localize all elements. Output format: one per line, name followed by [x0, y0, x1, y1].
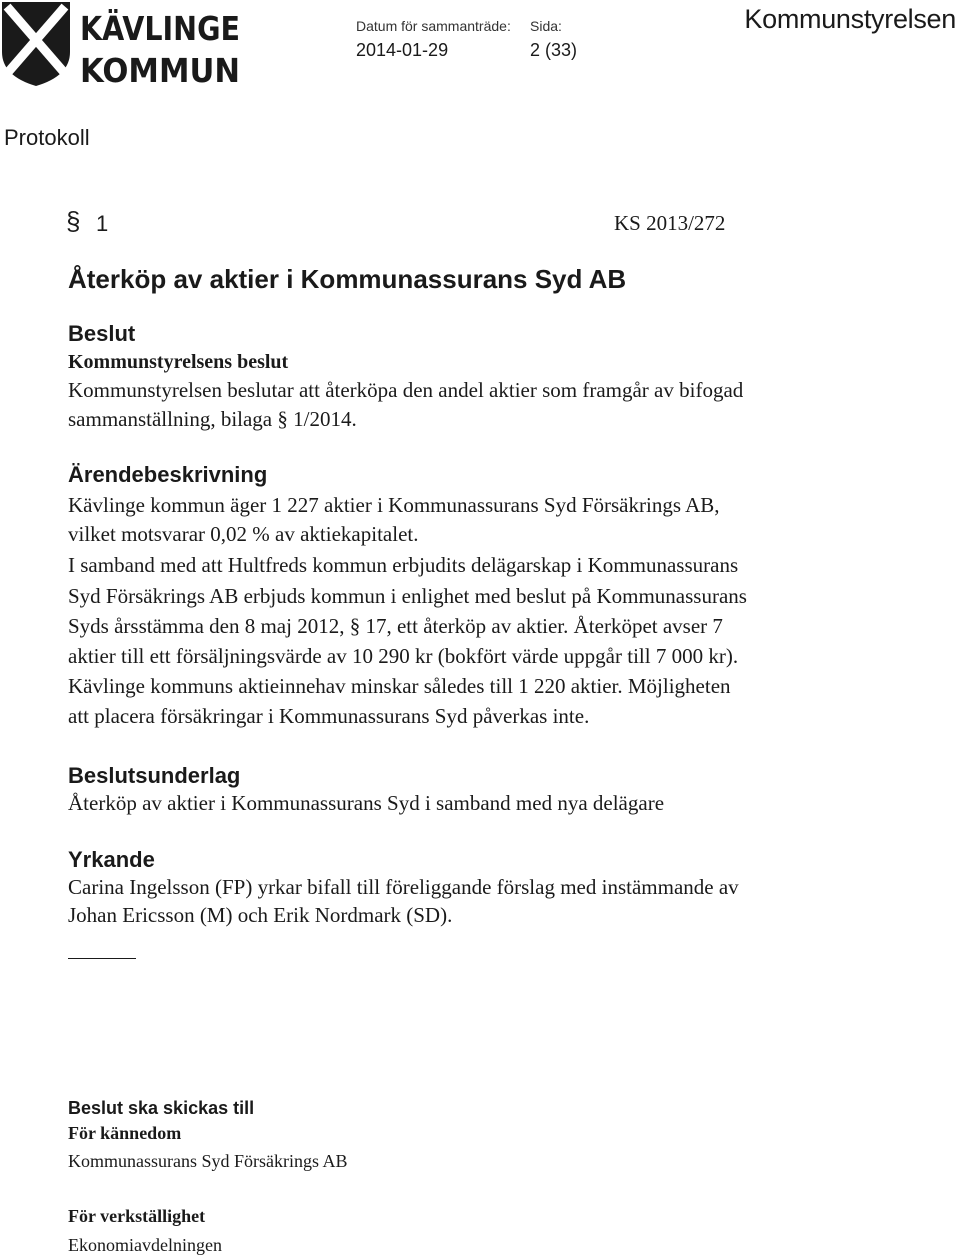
meeting-date: 2014-01-29	[356, 40, 449, 60]
logo-line-1: KÄVLINGE	[80, 9, 265, 48]
meeting-date-label: Datum för sammanträde:	[356, 18, 511, 34]
yrkande-heading: Yrkande	[68, 847, 155, 872]
section-divider	[68, 958, 136, 959]
organization-name: Kommunstyrelsen	[744, 4, 956, 34]
page-title: Återköp av aktier i Kommunassurans Syd AB	[68, 264, 627, 294]
arendebeskrivning-line: I samband med att Hultfreds kommun erbjudits delägarskap i Kommunassurans	[68, 553, 739, 577]
arendebeskrivning-line: aktier till ett försäljningsvärde av 10 290 kr (bokfört värde uppgår till 7 000 kr).	[68, 644, 739, 668]
document-type: Protokoll	[4, 125, 90, 150]
page-label: Sida:	[530, 18, 562, 34]
saltire-shield-icon	[0, 0, 265, 90]
paragraph-sign: §	[66, 206, 81, 236]
beslut-subheading: Kommunstyrelsens beslut	[68, 351, 289, 373]
beslut-line: sammanställning, bilaga § 1/2014.	[68, 407, 357, 431]
municipality-logo	[0, 0, 265, 90]
arendebeskrivning-line: Syd Försäkrings AB erbjuds kommun i enlighet med beslut på Kommunassurans	[68, 584, 747, 608]
beslutsunderlag-heading: Beslutsunderlag	[68, 763, 241, 788]
yrkande-line: Johan Ericsson (M) och Erik Nordmark (SD).	[68, 903, 453, 927]
arendebeskrivning-line: att placera försäkringar i Kommunassurans Syd påverkas inte.	[68, 704, 590, 728]
arendebeskrivning-line: Syds årsstämma den 8 maj 2012, § 17, ett återköp av aktier. Återköpet avser 7	[68, 614, 723, 638]
verkstallighet-heading: För verkställighet	[68, 1206, 206, 1226]
arendebeskrivning-heading: Ärendebeskrivning	[68, 462, 268, 487]
beslut-line: Kommunstyrelsen beslutar att återköpa den andel aktier som framgår av bifogad	[68, 378, 744, 402]
logo-line-2: KOMMUN	[80, 51, 240, 90]
page-value: 2 (33)	[530, 40, 578, 60]
arendebeskrivning-line: Kävlinge kommun äger 1 227 aktier i Kommunassurans Syd Försäkrings AB,	[68, 493, 720, 517]
skickas-heading: Beslut ska skickas till	[68, 1098, 255, 1118]
yrkande-line: Carina Ingelsson (FP) yrkar bifall till föreliggande förslag med instämmande av	[68, 875, 739, 899]
arendebeskrivning-line: Kävlinge kommuns aktieinnehav minskar således till 1 220 aktier. Möjligheten	[68, 674, 731, 698]
paragraph-number: 1	[96, 211, 109, 236]
beslut-heading: Beslut	[68, 321, 136, 346]
arendebeskrivning-line: vilket motsvarar 0,02 % av aktiekapitalet.	[68, 522, 419, 546]
case-number: KS 2013/272	[614, 211, 726, 235]
kannedom-recipient: Kommunassurans Syd Försäkrings AB	[68, 1151, 348, 1171]
beslutsunderlag-line: Återköp av aktier i Kommunassurans Syd i samband med nya delägare	[68, 791, 665, 815]
verkstallighet-recipient: Ekonomiavdelningen	[68, 1235, 222, 1255]
kannedom-heading: För kännedom	[68, 1123, 182, 1143]
